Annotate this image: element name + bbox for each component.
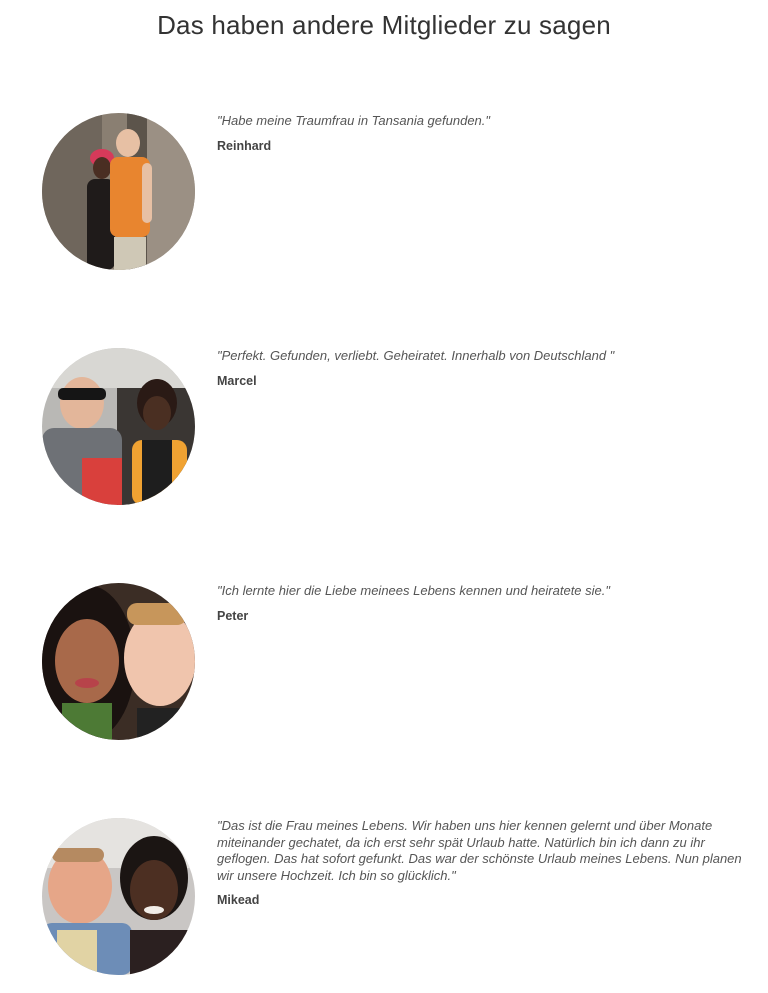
couple-photo-icon	[42, 583, 195, 740]
member-photo-avatar	[42, 818, 195, 975]
testimonial-author: Peter	[217, 608, 249, 623]
member-photo-avatar	[42, 348, 195, 505]
testimonial-author: Marcel	[217, 373, 257, 388]
testimonial-author: Mikead	[217, 893, 260, 907]
testimonial-author: Reinhard	[217, 138, 272, 153]
testimonial-text	[217, 348, 742, 388]
testimonial-quote: "Das ist die Frau meines Lebens. Wir haben uns hier kennen gelernt und über Monate miteinander gechatet, da ich erst sehr spät Urlaub hatte. Natürlich bin ich dann zu ihr geflogen. Das hat sofort gefunkt. Das war der schönste Urlaub meines Lebens. Nun planen wir unsere Hochzeit. Ich bin so glücklich."	[217, 818, 742, 883]
member-photo-avatar	[42, 583, 195, 740]
testimonial-text	[217, 818, 742, 907]
testimonial-quote: "Habe meine Traumfrau in Tansania gefunden."	[217, 113, 491, 128]
testimonial-quote: "Ich lernte hier die Liebe meinees Lebens kennen und heiratete sie."	[217, 583, 610, 598]
couple-photo-icon	[42, 348, 195, 505]
member-photo-avatar	[42, 113, 195, 270]
testimonial-quote: "Perfekt. Gefunden, verliebt. Geheiratet. Innerhalb von Deutschland "	[217, 348, 615, 363]
page-title: Das haben andere Mitglieder zu sagen	[157, 10, 611, 40]
couple-photo-icon	[42, 113, 195, 270]
couple-photo-icon	[42, 818, 195, 975]
testimonial-text	[217, 583, 742, 623]
testimonial-text	[217, 113, 742, 153]
